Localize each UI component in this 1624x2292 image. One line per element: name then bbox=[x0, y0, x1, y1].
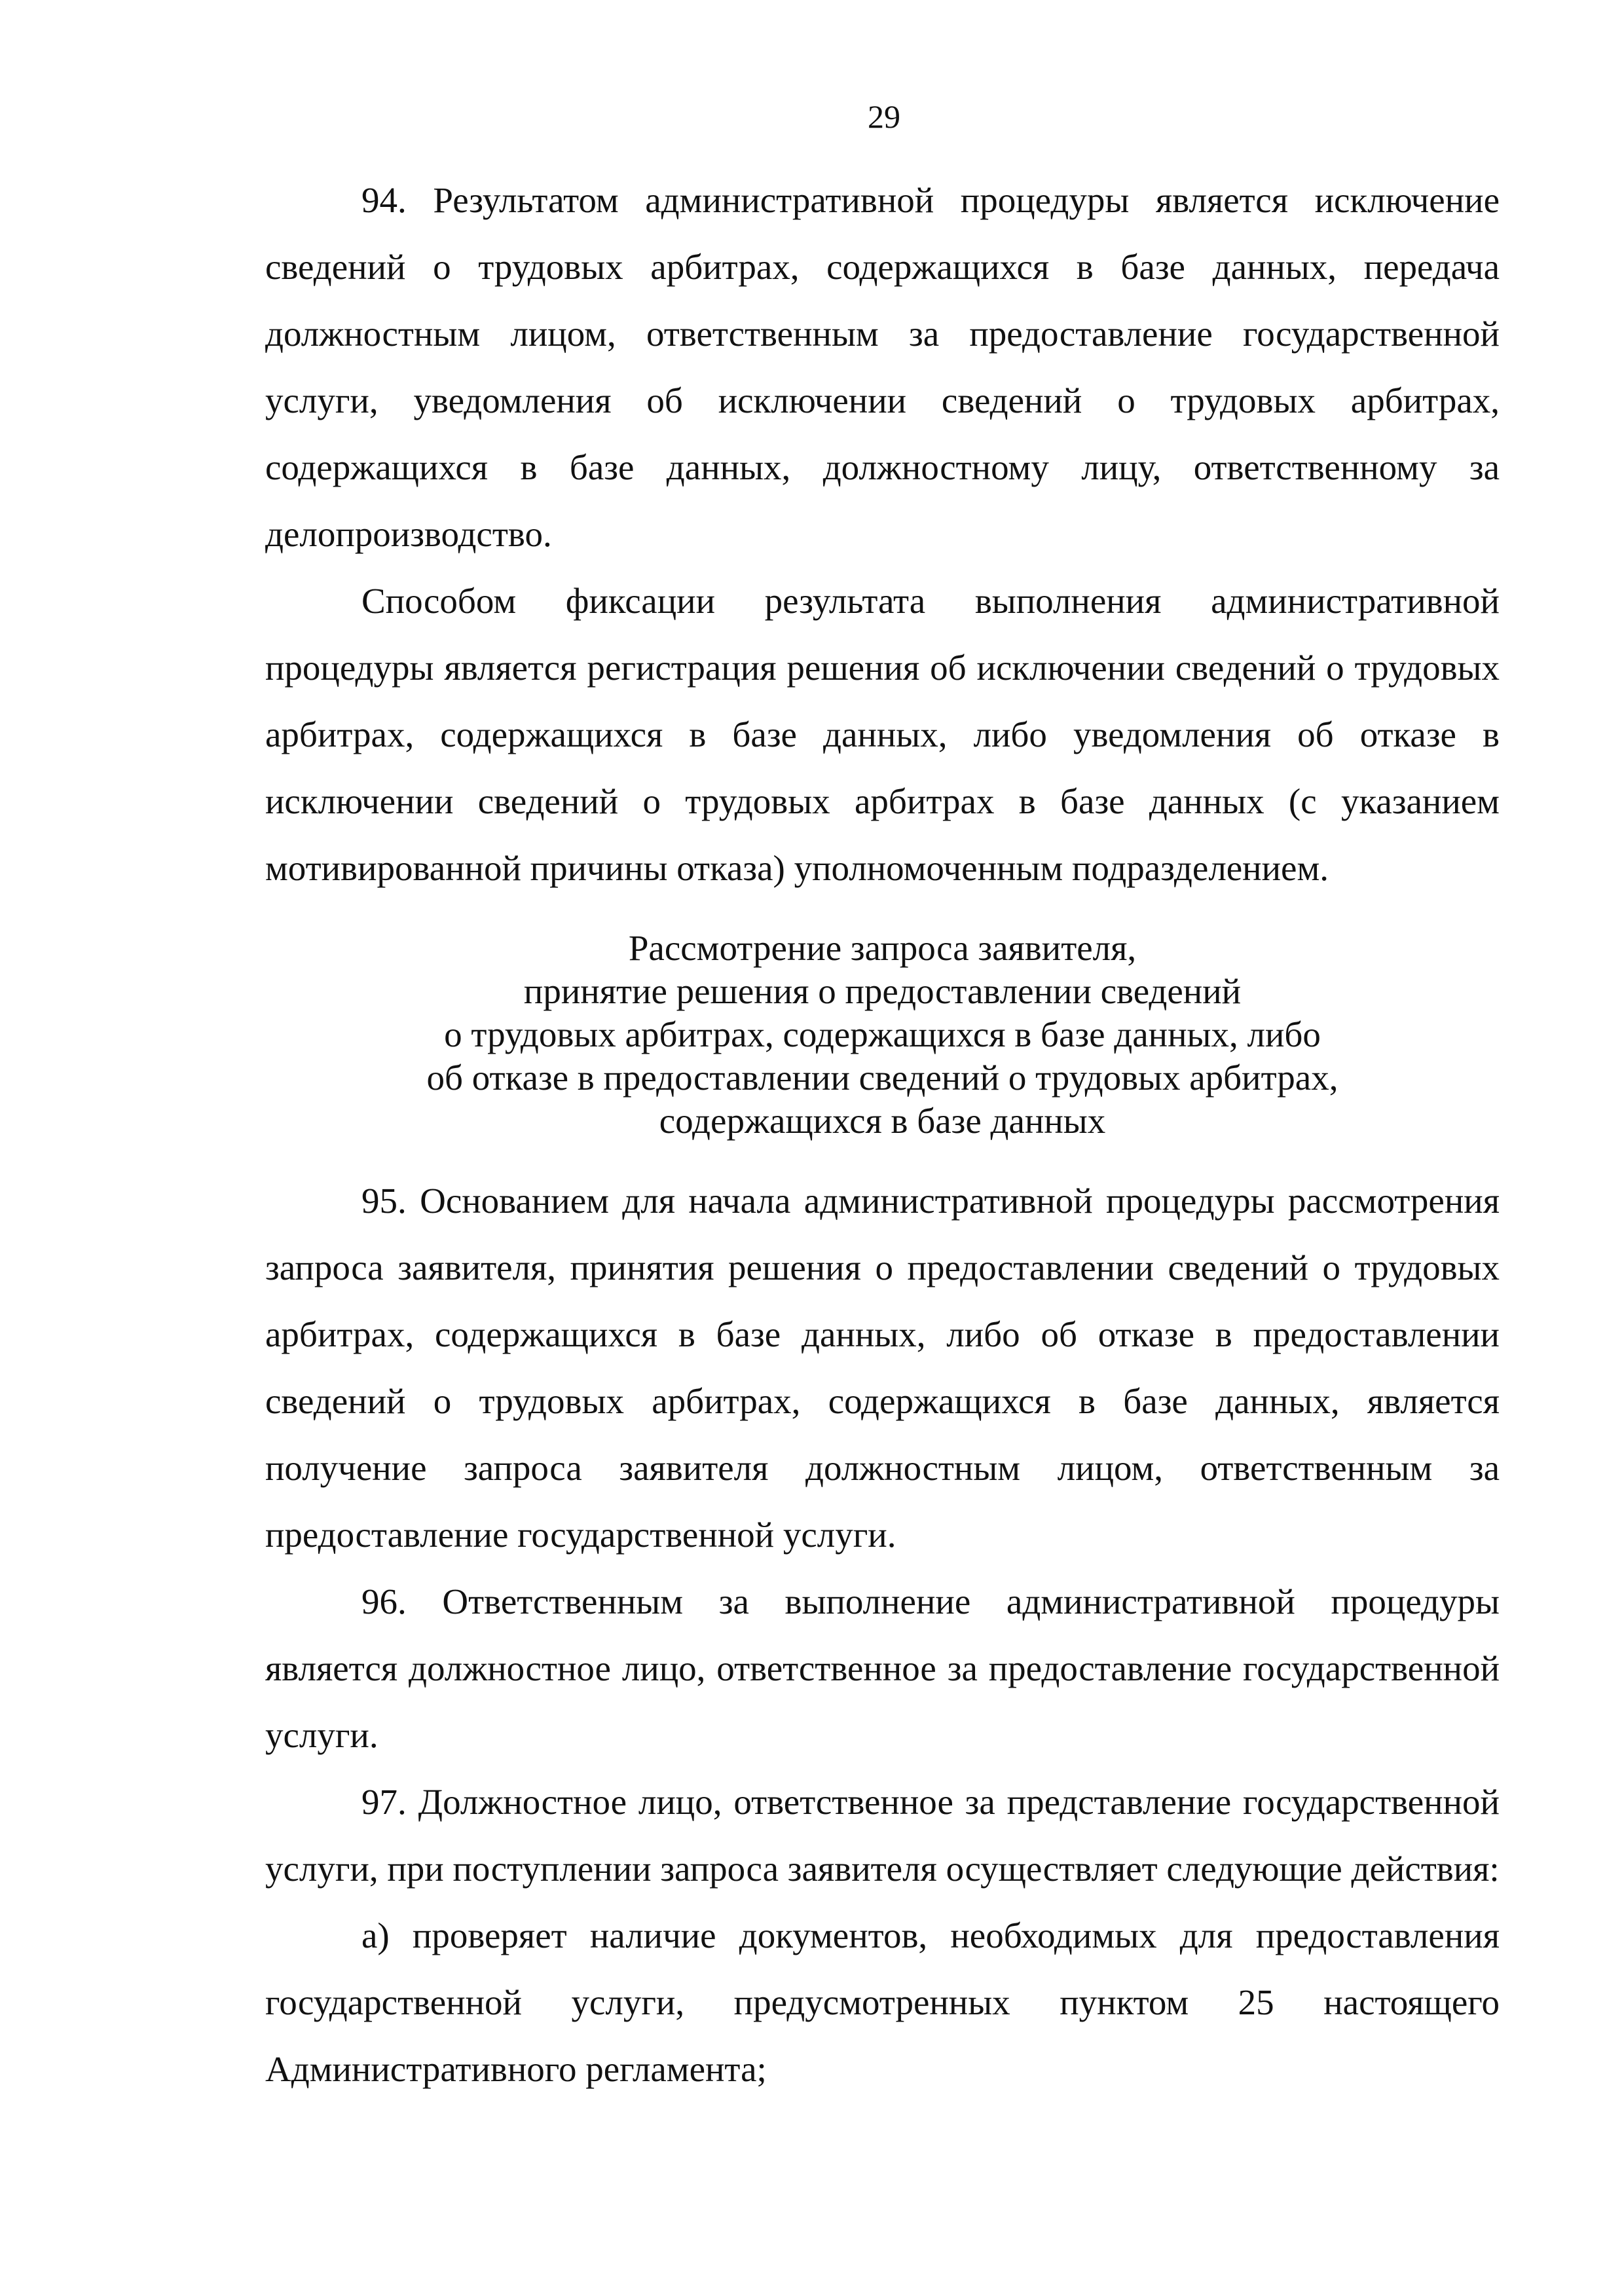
section-heading-line: принятие решения о предоставлении сведений bbox=[523, 971, 1242, 1011]
section-heading-line: содержащихся в базе данных bbox=[659, 1101, 1106, 1141]
paragraph-96: 96. Ответственным за выполнение административной процедуры является должностное лицо, ответственное за предоставление государственной услуги. bbox=[265, 1581, 1500, 1755]
section-heading-line: Рассмотрение запроса заявителя, bbox=[628, 928, 1137, 968]
paragraph-97: 97. Должностное лицо, ответственное за представление государственной услуги, при поступлении запроса заявителя осуществляет следующие действия: bbox=[265, 1782, 1500, 1889]
page-number: 29 bbox=[868, 98, 900, 135]
section-heading bbox=[265, 927, 1500, 1143]
paragraph-97a: а) проверяет наличие документов, необходимых для предоставления государственной услуги, предусмотренных пунктом 25 настоящего Административного регламента; bbox=[265, 1915, 1500, 2089]
section-heading-line: о трудовых арбитрах, содержащихся в базе данных, либо bbox=[444, 1014, 1321, 1054]
section-heading-line: об отказе в предоставлении сведений о трудовых арбитрах, bbox=[426, 1058, 1338, 1098]
paragraph-94-fixation: Способом фиксации результата выполнения административной процедуры является регистрация решения об исключении сведений о трудовых арбитрах, содержащихся в базе данных, либо уведомления об отказе в исключении сведений о трудовых арбитрах в базе данных (с указанием мотивированной причины отказа) уполномоченным подразделением. bbox=[265, 581, 1500, 888]
paragraph-95: 95. Основанием для начала административной процедуры рассмотрения запроса заявителя, принятия решения о предоставлении сведений о трудовых арбитрах, содержащихся в базе данных, либо об отказе в предоставлении сведений о трудовых арбитрах, содержащихся в базе данных, является получение запроса заявителя должностным лицом, ответственным за предоставление государственной услуги. bbox=[265, 1181, 1500, 1555]
paragraph-94-result: 94. Результатом административной процедуры является исключение сведений о трудовых арбитрах, содержащихся в базе данных, передача должностным лицом, ответственным за предоставление государственной услуги, уведомления об исключении сведений о трудовых арбитрах, содержащихся в базе данных, должностному лицу, ответственному за делопроизводство. bbox=[265, 180, 1500, 554]
document-body bbox=[265, 167, 1500, 2103]
